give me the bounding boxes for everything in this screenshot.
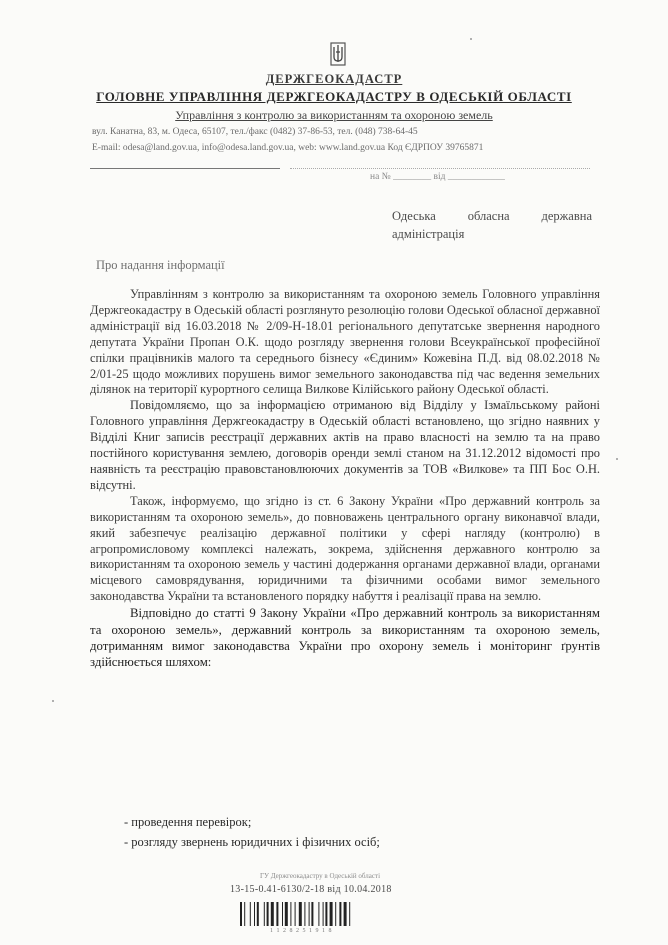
barcode-bar [311, 902, 313, 926]
barcode-bar [264, 902, 265, 926]
barcode-bar [295, 902, 296, 926]
barcode-bar [250, 902, 251, 926]
list-item: - проведення перевірок; [124, 815, 252, 829]
barcode-bar [339, 902, 341, 926]
list-item: - розгляду звернень юридичних і фізичних осіб; [124, 835, 380, 849]
barcode-bar [309, 902, 310, 926]
barcode-bar [244, 902, 245, 926]
letter-body [90, 287, 600, 671]
reference-line: на № ________ від ____________ [370, 172, 505, 182]
main-department-name: ГОЛОВНЕ УПРАВЛІННЯ ДЕРЖГЕОКАДАСТРУ В ОДЕСЬКІЙ ОБЛАСТІ [96, 89, 572, 104]
paragraph-1: Управлінням з контролю за використанням та охороною земель Головного управління Держгеокадастру в Одеській області розглянуто резолюцію голови Одеської обласної державної адміністрації від 16.03.2018 № 2/09-Н-18.01 регіонального депутатське звернення народного депутата України Пропан О.К. щодо розгляду звернення голови Всеукраїнської професійної спілки працівників малого та середнього бізнесу «Єдиним» Кожевіна П.Д. від 08.02.2018 № 2/01-25 щодо можливих порушень вимог земельного законодавства під час ведення земельних ділянок на території курортного селища Вилкове Кілійського району Одеської області. [90, 287, 600, 397]
subject-line: Про надання інформації [96, 258, 225, 272]
registration-stamp-number: 13-15-0.41-6130/2-18 від 10.04.2018 [230, 884, 392, 895]
barcode-bar [290, 902, 291, 926]
paragraph-3: Також, інформуємо, що згідно із ст. 6 Закону України «Про державний контроль за використанням та охороною земель», до повноважень центрального органу виконавчої влади, який забезпечує реалізацію державної політики у сфері нагляду (контролю) в агропромисловому комплексі належать, зокрема, здійснення державного контролю за використанням та охороною земель у частині додержання органами державної влади, органами місцевого самоврядування, юридичними та фізичними особами вимог земельного законодавства України та встановленого порядку набуття і реалізації права на землю. [90, 493, 600, 604]
scan-artifact [616, 458, 618, 460]
barcode-bar [325, 902, 327, 926]
letterhead-rule-left [90, 168, 280, 169]
scan-artifact [52, 700, 54, 702]
barcode-bar [267, 902, 269, 926]
barcode-bar [276, 902, 278, 926]
barcode-bar [282, 902, 283, 926]
barcode-bar [323, 902, 324, 926]
agency-name: ДЕРЖГЕОКАДАСТР [265, 72, 403, 86]
letterhead-rule-right [290, 168, 590, 169]
trident-emblem-icon [330, 42, 346, 68]
sub-department-name: Управління з контролю за використанням та охороною земель [175, 108, 493, 122]
barcode-bar [285, 902, 288, 926]
paragraph-4: Відповідно до статті 9 Закону України «Про державний контроль за використанням та охороною земель», державний контроль за використанням та охороною земель, дотриманням вимог законодавства України про охорону земель і моніторинг ґрунтів здійснюється шляхом: [90, 606, 600, 670]
barcode-bar [344, 902, 347, 926]
address-line-1: вул. Канатна, 83, м. Одеса, 65107, тел./факс (0482) 37-86-53, тел. (048) 738-64-45 [92, 127, 418, 137]
barcode-bar [299, 902, 302, 926]
barcode-bar [330, 902, 333, 926]
barcode-bar [349, 902, 350, 926]
barcode-number: 1 1 2 8 2 5 1 9 1 8 [270, 928, 333, 934]
barcode-bar [271, 902, 274, 926]
address-line-2: E-mail: odesa@land.gov.ua, info@odesa.land.gov.ua, web: www.land.gov.ua Код ЄДРПОУ 39765871 [92, 143, 484, 153]
registration-stamp-header: ГУ Держгеокадастру в Одеській області [260, 872, 381, 880]
barcode-bar [335, 902, 336, 926]
addressee: Одеська обласна державна адміністрація [392, 209, 592, 241]
barcode-bar [254, 902, 255, 926]
barcode-bar [304, 902, 305, 926]
barcode-bar [257, 902, 259, 926]
barcode-bar [318, 902, 319, 926]
scan-artifact [470, 38, 472, 40]
barcode-bar [240, 902, 242, 926]
paragraph-2: Повідомляємо, що за інформацією отриманою від Відділу у Ізмаїльському районі Головного управління Держгеокадастру в Одеській області встановлено, що згідно наявних у Відділі Книг записів реєстрації державних актів на право власності на землю та на право постійного користування землею, договорів оренди землі станом на 31.12.2012 відомості про наявність та реєстрацію правовстановлюючих документів за ТОВ «Вилкове» та ПП Бос О.Н. відсутні. [90, 398, 600, 492]
measures-list [90, 812, 600, 852]
barcode [240, 902, 420, 926]
